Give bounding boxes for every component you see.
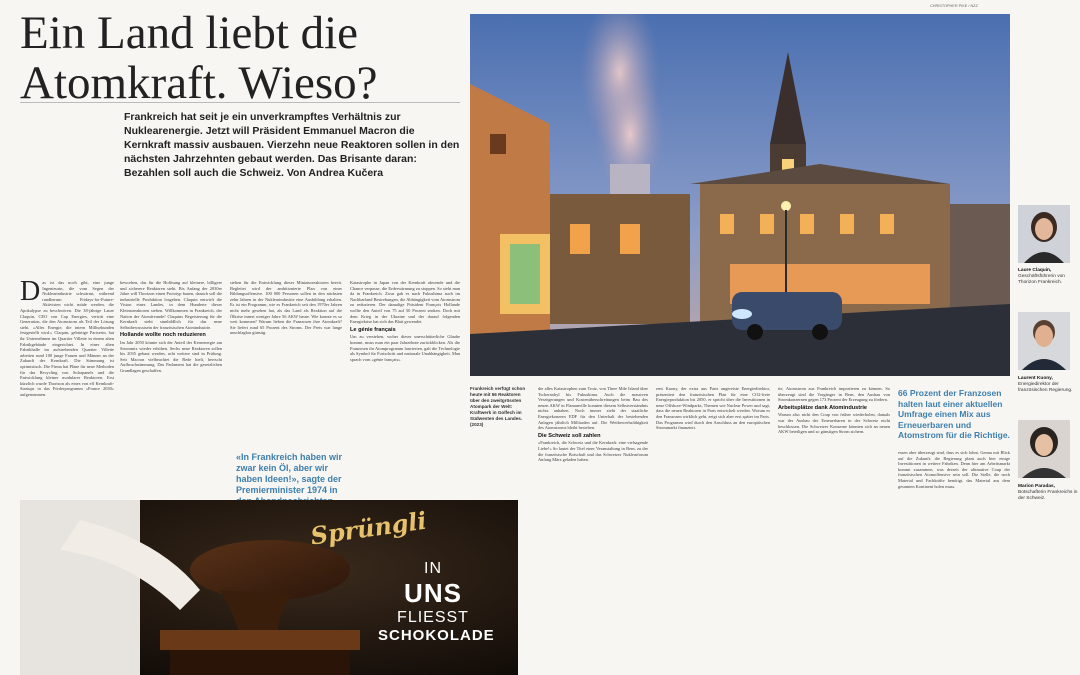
author-byline: Von Andrea Kučera: [286, 167, 384, 179]
dropcap: D: [20, 280, 41, 307]
column-2b-text: Im Jahr 2050 könnte sich der Anteil der Kernenergie am Strommix wieder erhöhen. Sechs neue Reaktoren sollen bis 2035 gebaut werden, acht weitere sind in Prüfung. Seit Macron vielbeachtet die Rede hielt, herrscht Aufbruchstimmung. Das Parlament hat die gesetzlichen Grundlagen geschaffen.: [120, 339, 222, 373]
portrait-laure-claquin: [1018, 205, 1070, 263]
street-scene-image: [470, 14, 1010, 376]
column-4b-text: Um zu verstehen, woher dieser unerschütterliche Glaube kommt, muss man ein paar Jahrzehnte zurückblicken. Als die Franzosen ihr Atomprogramm lancierten, galt die Technologie als Symbol für Fortschritt und nationale Unabhängigkeit. Man sprach vom «génie français».: [350, 334, 460, 362]
column-4-text: Katastrophe in Japan von der Kernkraft abwende und die Chance verpasse, die Erderwärmung zu stoppen. So steht man da in Frankreich. Zwar gab es nach Fukushima auch im Nachbarland Bestrebungen, die Abhängigkeit vom Atomstrom zu reduzieren. Der damalige Präsident François Hollande wollte den Anteil von 75 auf 50 Prozent senken. Doch mit dem Krieg in der Ukraine und der darauf folgenden Energiekrise hat sich das Blatt gewendet.: [350, 280, 460, 325]
pull-quote-oil: «In Frankreich haben wir zwar kein Öl, aber wir haben Ideen!», sagte der Premierminister 1974 in: [236, 452, 343, 495]
photo-caption-text: Frankreich verfügt schon heute mit 56 Reaktoren über den zweitgrössten Atompark der Welt: Kraftwerk in Golfech im Südwesten des Landes. (2023): [470, 386, 526, 427]
ad-slogan-line-4: SCHOKOLADE: [378, 627, 495, 644]
text-column-4: [350, 280, 460, 390]
subheading-arbeitsplaetze: Arbeitsplätze dank Atomindustrie: [778, 404, 867, 411]
column-6-text: rent Kuony, der extra aus Paris angereiste Energiedirektor, präsentiert den französischen Plan für eine CO2-freie Energieproduktion bis 2050, er spricht über die Investitionen in neue Offshore-Windparks, Themen wie Nuclear Power und sagt, dass die neuen Reaktoren in Paris entwickelt werden. Worum es den Franzosen wirklich geht, zeigt sich aber erst später im Paris. Das Programm wird durch den Anschluss an den europäischen Strommarkt finanziert.: [656, 386, 770, 431]
text-column-6: [656, 386, 770, 675]
lead-paragraph: [124, 110, 460, 180]
headline: Ein Land liebt die Atomkraft. Wieso?: [20, 7, 378, 109]
ad-slogan: [378, 560, 495, 644]
text-column-3: [230, 280, 342, 430]
lead-text: Frankreich hat seit je ein unverkrampftes Verhältnis zur Nuklearenergie. Jetzt will Präsident Emmanuel Macron die Kernkraft massiv ausbauen. Vierzehn neue Reaktoren sollen in den nächsten Jahrzehnten gebaut werden. Das Brisante daran: Bezahlen soll auch die Schweiz.: [124, 111, 460, 179]
subheading-genie: Le génie français: [350, 326, 396, 333]
person-icon: [1018, 312, 1070, 370]
ad-slogan-line-3: FLIESST: [397, 609, 469, 626]
portrait-caption-kuony: [1018, 376, 1078, 394]
text-column-2: [120, 280, 222, 492]
portrait-laurent-kuony: [1018, 312, 1070, 370]
chocolate-advertisement: [20, 500, 518, 675]
ad-slogan-line-1: IN: [424, 560, 442, 577]
portrait-name-paradas: Marion Paradas,: [1018, 484, 1056, 489]
column-1-text: as ist das noch gibt, eine junge Ingenieurin, die vom Segen der Nuklearindustrie schwärmt, während rundherum Fridays-for-Future-Aktivisten nicht müde werden, die Apokalypse zu beschwören. Die 38-jährige Laure Claquin, CEO von Cap Energies, vertritt eine Generation, die den Atomstrom als Teil der Lösung sieht. «Alles Energie, die intern Millisekunden festgestellt wird.» Claquin, gebürtige Pariserin, hat ihr Unternehmen im Quartier Villette in einem alten Fabrikgebäude eingerichtet. In einer alten Fabrikhalle im aufstrebenden Quartier Villette arbeiten rund 100 junge Frauen und Männer an der Zukunft der Kernkraft. Die Stimmung ist optimistisch. Die Firma hat Pläne für neue Methoden für das Recycling von Solarpanels und die Entwicklung kleiner modularer Reaktoren. Erst kürzlich wurde Thorizon als eines von elf Kernkraft-Startups in das Förderprogramm «France 2030» aufgenommen.: [20, 280, 114, 397]
column-5-text: die alles Katastrophen zum Trotz, von Three Mile Island über Tschernobyl bis Fukushima. Auch die massiven Verzögerungen und Kostenüberschreitungen beim Bau des neuen AKW in Flamanville konnten diesem Selbstverständnis nichts anhaben. Noch immer zieht der staatliche Energiekonzern EDF für den Unterhalt der bestehenden Anlagen jährlich Milliarden auf. Die Wettbewerbsfähigkeit des Atomstroms bleibt bestehen.: [538, 386, 648, 431]
column-8-text: essen aber überzeugt sind, dass es sich lohnt. Genau mit Blick auf die Zukunft: die Regierung plant auch hier einige Investitionen in weitere Fabriken. Denn hier am Arbeitsmarkt kommt zusammen, was derzeit der ultimative Coup der französischen Atomoffensive sein soll. Die Stelle, die noch Material und Fachkräfte benötigt, das Material aus dem gesamten Kontinent holen muss.: [898, 450, 1010, 489]
portrait-role-kuony: Energiedirektor der französischen Regierung.: [1018, 382, 1073, 393]
portrait-name-claquin: Laure Claquin,: [1018, 268, 1052, 273]
photo-credit: CHRISTOPHER PIKE / NZZ: [930, 4, 978, 8]
nuclear-plant-photo: [470, 14, 1010, 376]
column-7b-text: Warum also nicht den Coup von früher wiederholen, damals war der Ausbau der Erneuerbaren in der Schweiz nicht beschlossen. Die Schweizer Konzerne könnten sich an neuen AKW beteiligen und so günstigen Strom sichern.: [778, 412, 890, 435]
text-column-5: [538, 386, 648, 675]
column-7-text: tie, Atomstrom aus Frankreich importieren zu können. So überzeugt sind die Vorgänger in Bern, den Ausbau von Stromkonzernen gegen 173 Prozent der Erzeugung zu fördern.: [778, 386, 890, 403]
column-3-text: stehen für die Entwicklung dieser Miniaturreaktoren bereit. Begleitet wird der ambitionierte Plan von einer Bildungsoffensive. 100 000 Personen sollen in den nächsten zehn Jahren in der Nuklearindustrie eine Ausbildung erhalten. Es ist ein Programm, wie es Frankreich seit den 1970er Jahren nicht mehr gesehen hat, als das Land als Reaktion auf die Ölkrise innert weniger Jahre 56 AKW baute. Wie konnte es so weit kommen? Warum lieben die Franzosen ihre Atomkraft? Sie liefert rund 65 Prozent des Stroms. Der Preis war lange unschlagbar günstig.: [230, 280, 342, 336]
person-icon: [1018, 420, 1070, 478]
pull-quote-survey: 66 Prozent der Franzosen halten laut einer aktuellen Umfrage einen Mix aus Erneuerbaren und Atomstrom für die Richtige.: [898, 388, 1010, 440]
subheading-hollande: Hollande wollte noch reduzieren: [120, 332, 206, 339]
text-column-1: [20, 280, 114, 492]
portrait-caption-claquin: [1018, 268, 1078, 286]
portrait-name-kuony: Laurent Kuony,: [1018, 376, 1053, 381]
portrait-marion-paradas: [1018, 420, 1070, 478]
subheading-schweiz: Die Schweiz soll zahlen: [538, 432, 601, 439]
text-column-7: [778, 386, 890, 675]
column-2-text: beworben, das für die Hoffnung auf kleinere, billigere und sicherere Reaktoren steht. Bis Anfang der 2030er Jahre will Thorizon einen Prototyp bauen, danach soll die industrielle Produktion losgehen. Claquin entwirft die Vision eines Landes, in dem Hunderte dieser Kleinstreaktoren stehen. Willkommen in Frankreich, der Nation der Atomfreunde! Claquins Begeisterung für die Kernkraft steht sinnbildlich für das neue Selbstbewusstsein der französischen Atomindustrie.: [120, 280, 222, 330]
person-icon: [1018, 205, 1070, 263]
ad-slogan-line-2: UNS: [404, 578, 462, 608]
portrait-role-paradas: Botschafterin Frankreichs in der Schweiz.: [1018, 490, 1078, 501]
portrait-caption-paradas: [1018, 484, 1078, 502]
column-5b-text: «Frankreich, die Schweiz und die Kernkraft: eine vielsagende Liebe!» So lautet der Titel einer Veranstaltung in Bern, zu der die französische Botschaft und das Schweizer Nuklearforum Anfang März geladen haben.: [538, 440, 648, 463]
portrait-role-claquin: Geschäftsführerin von Thorizon Frankreich.: [1018, 274, 1065, 285]
ad-brand-logo: Sprüngli: [308, 505, 429, 551]
photo-caption: [470, 386, 528, 428]
text-column-8: [898, 450, 1010, 675]
